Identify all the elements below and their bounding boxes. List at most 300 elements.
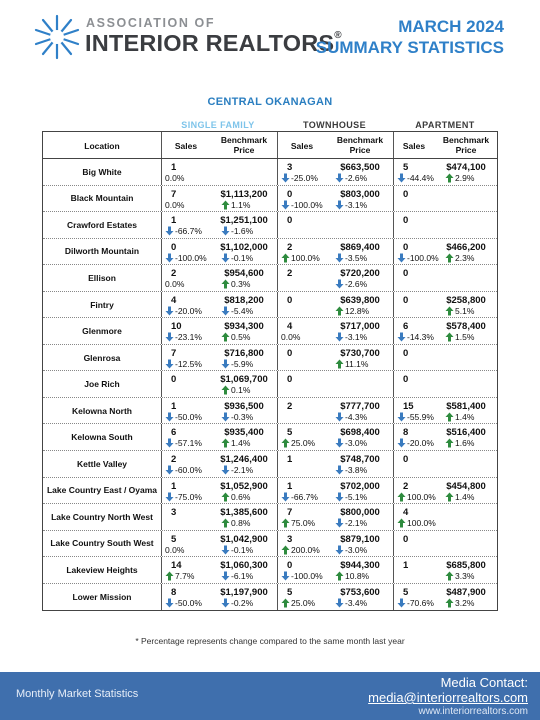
sf-sales-value: 10 <box>171 321 182 333</box>
change-text: 25.0% <box>291 597 316 608</box>
th-sales-change <box>281 492 318 502</box>
table-row <box>43 186 497 213</box>
arrow-down-icon <box>165 598 174 608</box>
location-name: Lake Country North West <box>51 511 153 522</box>
ap-benchmark-price: $466,200 <box>446 241 486 253</box>
change-text: -3.0% <box>345 544 368 555</box>
sf-price-change <box>221 518 250 528</box>
sf-sales-change <box>165 598 202 608</box>
change-text: -23.1% <box>175 332 202 343</box>
arrow-down-icon <box>335 412 344 422</box>
th-price-change <box>335 492 367 502</box>
th-price-change <box>335 518 367 528</box>
change-text: 2.3% <box>455 252 475 263</box>
arrow-up-icon <box>221 279 230 289</box>
col-location: Location <box>84 141 120 151</box>
th-price-change <box>335 306 369 316</box>
change-text: -100.0% <box>175 252 207 263</box>
ap-sales-value: 0 <box>403 347 409 359</box>
sf-benchmark-price: $1,069,700 <box>220 374 268 386</box>
sf-sales-value: 1 <box>171 480 177 492</box>
change-text: -55.9% <box>407 411 434 422</box>
ap-sales-value: 1 <box>403 560 409 572</box>
location-name: Black Mountain <box>70 193 134 204</box>
arrow-up-icon <box>221 492 230 502</box>
arrow-down-icon <box>335 332 344 342</box>
th-sales-value: 1 <box>287 480 293 492</box>
change-text: 0.0% <box>165 173 185 183</box>
th-sales-value: 4 <box>287 321 293 333</box>
th-price-change <box>335 598 367 608</box>
ap-price-change <box>445 598 474 608</box>
ap-sales-change <box>397 253 439 263</box>
arrow-down-icon <box>221 253 230 263</box>
th-benchmark-price: $944,300 <box>340 560 380 572</box>
arrow-down-icon <box>397 253 406 263</box>
arrow-up-icon <box>165 571 174 581</box>
col-ap-benchmark: Benchmark Price <box>442 135 490 155</box>
table-row <box>43 292 497 319</box>
sf-benchmark-price: $1,052,900 <box>220 480 268 492</box>
change-text: 0.0% <box>165 279 185 290</box>
sf-benchmark-price: $1,246,400 <box>220 454 268 466</box>
th-sales-change <box>281 545 320 555</box>
sf-benchmark-price: $936,500 <box>224 400 264 412</box>
arrow-down-icon <box>221 226 230 236</box>
th-sales-change <box>281 173 318 183</box>
change-text: 7.7% <box>175 571 195 582</box>
change-text: -0.1% <box>231 252 254 263</box>
arrow-up-icon <box>445 173 454 183</box>
sf-sales-value: 8 <box>171 586 177 598</box>
change-text: -5.4% <box>231 305 254 316</box>
th-benchmark-price: $753,600 <box>340 586 380 598</box>
change-text: 25.0% <box>291 438 316 449</box>
sf-sales-value: 2 <box>171 268 177 280</box>
arrow-down-icon <box>397 173 406 183</box>
logo-subtitle: ASSOCIATION OF <box>86 16 216 30</box>
th-sales-value: 2 <box>287 268 293 280</box>
col-th-sales: Sales <box>290 141 314 151</box>
sf-sales-change <box>165 571 194 581</box>
arrow-up-icon <box>221 332 230 342</box>
sf-benchmark-price: $818,200 <box>224 294 264 306</box>
ap-sales-value: 15 <box>403 400 414 412</box>
group-townhouse: TOWNHOUSE <box>303 120 366 130</box>
change-text: -3.5% <box>345 252 368 263</box>
change-text: -3.0% <box>345 438 368 449</box>
th-benchmark-price: $730,700 <box>340 347 380 359</box>
arrow-down-icon <box>165 306 174 316</box>
arrow-down-icon <box>165 492 174 502</box>
change-text: -25.0% <box>291 173 318 183</box>
th-sales-change <box>281 200 323 210</box>
sf-sales-change <box>165 253 207 263</box>
change-text: 0.6% <box>231 491 251 502</box>
arrow-up-icon <box>445 412 454 422</box>
ap-price-change <box>445 571 474 581</box>
sf-sales-change <box>165 279 184 289</box>
change-text: 0.5% <box>231 332 251 343</box>
change-text: -100.0% <box>291 571 323 582</box>
sf-sales-change <box>165 200 184 210</box>
arrow-down-icon <box>165 412 174 422</box>
th-benchmark-price: $800,000 <box>340 507 380 519</box>
ap-price-change <box>445 438 474 448</box>
th-price-change <box>335 359 368 369</box>
sf-benchmark-price: $716,800 <box>224 347 264 359</box>
media-contact-label: Media Contact: <box>440 675 528 690</box>
th-price-change <box>335 545 367 555</box>
change-text: -50.0% <box>175 411 202 422</box>
ap-benchmark-price: $581,400 <box>446 400 486 412</box>
arrow-down-icon <box>281 571 290 581</box>
th-price-change <box>335 438 367 448</box>
sf-benchmark-price: $935,400 <box>224 427 264 439</box>
ap-sales-value: 0 <box>403 268 409 280</box>
sf-price-change <box>221 253 253 263</box>
change-text: 1.6% <box>455 438 475 449</box>
location-name: Joe Rich <box>84 379 120 390</box>
th-sales-value: 7 <box>287 507 293 519</box>
change-text: 100.0% <box>407 518 436 529</box>
arrow-up-icon <box>445 492 454 502</box>
report-month: MARCH 2024 <box>398 17 504 36</box>
table-row <box>43 318 497 345</box>
change-text: 5.1% <box>455 305 475 316</box>
table-body <box>43 159 497 610</box>
sf-benchmark-price: $954,600 <box>224 268 264 280</box>
arrow-down-icon <box>335 545 344 555</box>
th-price-change <box>335 332 367 342</box>
change-text: 0.3% <box>231 279 251 290</box>
media-contact <box>368 675 528 718</box>
change-text: -2.1% <box>345 518 368 529</box>
ap-benchmark-price: $685,800 <box>446 560 486 572</box>
arrow-down-icon <box>221 571 230 581</box>
sf-sales-change <box>165 173 184 183</box>
ap-sales-value: 0 <box>403 454 409 466</box>
ap-sales-value: 8 <box>403 427 409 439</box>
th-price-change <box>335 571 369 581</box>
table-row <box>43 557 497 584</box>
change-text: -0.1% <box>231 544 254 555</box>
ap-sales-change <box>397 492 436 502</box>
ap-sales-value: 0 <box>403 294 409 306</box>
arrow-down-icon <box>335 518 344 528</box>
sf-sales-value: 1 <box>171 215 177 227</box>
sf-price-change <box>221 465 253 475</box>
arrow-down-icon <box>281 173 290 183</box>
arrow-down-icon <box>397 332 406 342</box>
website-link[interactable]: www.interiorrealtors.com <box>418 706 528 717</box>
th-benchmark-price: $777,700 <box>340 400 380 412</box>
ap-sales-change <box>397 598 434 608</box>
ap-benchmark-price: $258,800 <box>446 294 486 306</box>
table-row <box>43 424 497 451</box>
sf-sales-value: 3 <box>171 507 177 519</box>
sf-price-change <box>221 332 250 342</box>
logo-wordmark-text: INTERIOR REALTORS <box>85 30 335 56</box>
group-apartment: APARTMENT <box>415 120 475 130</box>
statistics-table <box>42 131 498 611</box>
change-text: -1.6% <box>231 226 254 237</box>
sf-benchmark-price: $1,385,600 <box>220 507 268 519</box>
th-price-change <box>335 253 367 263</box>
arrow-down-icon <box>335 438 344 448</box>
ap-sales-change <box>397 412 434 422</box>
ap-price-change <box>445 492 474 502</box>
th-sales-change <box>281 518 315 528</box>
change-text: -50.0% <box>175 597 202 608</box>
arrow-down-icon <box>165 226 174 236</box>
sf-sales-change <box>165 306 202 316</box>
change-text: -100.0% <box>407 252 439 263</box>
th-benchmark-price: $869,400 <box>340 241 380 253</box>
location-name: Kelowna North <box>72 405 132 416</box>
change-text: -14.3% <box>407 332 434 343</box>
sf-benchmark-price: $1,113,200 <box>220 188 268 200</box>
sf-benchmark-price: $1,102,000 <box>220 241 268 253</box>
ap-benchmark-price: $487,900 <box>446 586 486 598</box>
report-header <box>0 0 540 70</box>
th-sales-value: 3 <box>287 533 293 545</box>
arrow-down-icon <box>165 359 174 369</box>
sf-price-change <box>221 571 253 581</box>
location-name: Ellison <box>88 272 116 283</box>
sf-sales-change <box>165 465 202 475</box>
th-sales-value: 0 <box>287 347 293 359</box>
location-name: Dilworth Mountain <box>64 246 140 257</box>
arrow-down-icon <box>335 598 344 608</box>
change-text: -66.7% <box>291 491 318 502</box>
change-text: -2.1% <box>231 465 254 476</box>
arrow-up-icon <box>281 253 290 263</box>
sf-price-change <box>221 306 253 316</box>
ap-benchmark-price: $474,100 <box>446 162 486 173</box>
change-text: -75.0% <box>175 491 202 502</box>
th-sales-value: 0 <box>287 188 293 200</box>
sf-sales-change <box>165 438 202 448</box>
sf-sales-value: 6 <box>171 427 177 439</box>
col-ap-sales: Sales <box>402 141 426 151</box>
ap-sales-value: 0 <box>403 533 409 545</box>
table-row <box>43 371 497 398</box>
th-sales-value: 0 <box>287 294 293 306</box>
th-benchmark-price: $663,500 <box>340 162 380 173</box>
table-row <box>43 531 497 558</box>
change-text: 100.0% <box>407 491 436 502</box>
sf-sales-change <box>165 492 202 502</box>
col-sf-benchmark: Benchmark Price <box>220 135 268 155</box>
media-email-link[interactable]: media@interiorrealtors.com <box>368 690 528 705</box>
change-text: -20.0% <box>407 438 434 449</box>
th-benchmark-price: $702,000 <box>340 480 380 492</box>
arrow-down-icon <box>397 438 406 448</box>
ap-sales-value: 2 <box>403 480 409 492</box>
th-price-change <box>335 465 367 475</box>
arrow-down-icon <box>281 492 290 502</box>
change-text: -20.0% <box>175 305 202 316</box>
arrow-down-icon <box>221 412 230 422</box>
change-text: -0.2% <box>231 597 254 608</box>
change-text: -3.4% <box>345 597 368 608</box>
location-name: Crawford Estates <box>67 219 137 230</box>
arrow-up-icon <box>397 518 406 528</box>
col-sf-sales: Sales <box>174 141 198 151</box>
change-text: 3.2% <box>455 597 475 608</box>
th-benchmark-price: $639,800 <box>340 294 380 306</box>
location-name: Glenmore <box>82 326 122 337</box>
change-text: -57.1% <box>175 438 202 449</box>
ap-sales-change <box>397 438 434 448</box>
location-name: Fintry <box>90 299 114 310</box>
change-text: -3.8% <box>345 465 368 476</box>
report-subtitle: SUMMARY STATISTICS <box>315 38 504 57</box>
table-row <box>43 584 497 611</box>
table-row <box>43 212 497 239</box>
col-th-benchmark: Benchmark Price <box>336 135 384 155</box>
th-sales-value: 3 <box>287 162 293 173</box>
change-text: 11.1% <box>345 358 369 369</box>
footer-label: Monthly Market Statistics <box>16 688 139 700</box>
th-benchmark-price: $720,200 <box>340 268 380 280</box>
footnote: * Percentage represents change compared to the same month last year <box>135 636 405 646</box>
arrow-down-icon <box>221 598 230 608</box>
ap-sales-value: 0 <box>403 241 409 253</box>
sf-benchmark-price: $1,251,100 <box>220 215 268 227</box>
ap-sales-value: 0 <box>403 374 409 386</box>
change-text: 0.8% <box>231 518 251 529</box>
change-text: 0.0% <box>165 199 185 210</box>
change-text: -4.3% <box>345 411 368 422</box>
location-name: Lakeview Heights <box>66 564 138 575</box>
change-text: 1.4% <box>231 438 251 449</box>
arrow-down-icon <box>397 412 406 422</box>
sf-sales-change <box>165 412 202 422</box>
sf-price-change <box>221 598 253 608</box>
ap-benchmark-price: $454,800 <box>446 480 486 492</box>
ap-sales-change <box>397 173 434 183</box>
arrow-down-icon <box>397 598 406 608</box>
sf-benchmark-price: $1,197,900 <box>220 586 268 598</box>
change-text: 100.0% <box>291 252 320 263</box>
change-text: -44.4% <box>407 173 434 183</box>
ap-benchmark-price: $578,400 <box>446 321 486 333</box>
arrow-down-icon <box>335 253 344 263</box>
sf-sales-change <box>165 332 202 342</box>
change-text: 0.0% <box>281 332 301 343</box>
location-name: Lower Mission <box>72 592 132 603</box>
change-text: -2.6% <box>345 173 368 183</box>
change-text: 0.1% <box>231 385 251 396</box>
sf-price-change <box>221 545 253 555</box>
th-price-change <box>335 200 367 210</box>
change-text: -66.7% <box>175 226 202 237</box>
sf-price-change <box>221 438 250 448</box>
sf-sales-value: 4 <box>171 294 177 306</box>
change-text: 12.8% <box>345 305 370 316</box>
change-text: -2.6% <box>345 279 368 290</box>
sf-sales-value: 0 <box>171 374 177 386</box>
sf-sales-value: 7 <box>171 188 177 200</box>
sf-benchmark-price: $934,300 <box>224 321 264 333</box>
arrow-up-icon <box>445 332 454 342</box>
location-name: Lake Country South West <box>50 538 154 549</box>
th-sales-value: 1 <box>287 454 293 466</box>
arrow-up-icon <box>221 438 230 448</box>
th-price-change <box>335 279 367 289</box>
sf-benchmark-price: $1,042,900 <box>220 533 268 545</box>
table-row <box>43 398 497 425</box>
sf-sales-value: 0 <box>171 241 177 253</box>
sf-sales-value: 5 <box>171 533 177 545</box>
change-text: 2.9% <box>455 173 475 183</box>
arrow-down-icon <box>165 332 174 342</box>
arrow-up-icon <box>281 518 290 528</box>
sf-sales-value: 1 <box>171 162 177 173</box>
arrow-up-icon <box>445 253 454 263</box>
th-sales-change <box>281 598 315 608</box>
arrow-down-icon <box>165 253 174 263</box>
arrow-down-icon <box>335 465 344 475</box>
ap-sales-change <box>397 518 436 528</box>
arrow-up-icon <box>335 359 344 369</box>
sf-sales-change <box>165 226 202 236</box>
change-text: -5.1% <box>345 491 368 502</box>
th-price-change <box>335 173 367 183</box>
location-name: Big White <box>82 166 122 177</box>
ap-price-change <box>445 253 474 263</box>
th-price-change <box>335 412 367 422</box>
arrow-down-icon <box>335 279 344 289</box>
table-row <box>43 345 497 372</box>
sf-sales-value: 2 <box>171 454 177 466</box>
ap-benchmark-price: $516,400 <box>446 427 486 439</box>
th-sales-change <box>281 571 323 581</box>
footer-bar <box>0 672 540 720</box>
arrow-down-icon <box>221 359 230 369</box>
arrow-up-icon <box>221 518 230 528</box>
location-name: Glenrosa <box>83 352 121 363</box>
sf-sales-value: 1 <box>171 400 177 412</box>
ap-sales-value: 0 <box>403 188 409 200</box>
sf-sales-value: 7 <box>171 347 177 359</box>
table-row <box>43 478 497 505</box>
change-text: -0.3% <box>231 411 254 422</box>
change-text: -3.1% <box>345 332 368 343</box>
ap-sales-value: 5 <box>403 586 409 598</box>
arrow-down-icon <box>221 465 230 475</box>
change-text: 200.0% <box>291 544 320 555</box>
ap-sales-value: 5 <box>403 162 409 173</box>
location-name: Kettle Valley <box>76 458 128 469</box>
arrow-up-icon <box>221 200 230 210</box>
table-row <box>43 265 497 292</box>
table-header <box>43 132 497 159</box>
arrow-down-icon <box>335 492 344 502</box>
th-benchmark-price: $879,100 <box>340 533 380 545</box>
arrow-down-icon <box>165 438 174 448</box>
ap-sales-value: 4 <box>403 507 409 519</box>
ap-sales-value: 0 <box>403 215 409 227</box>
ap-price-change <box>445 332 474 342</box>
th-sales-value: 5 <box>287 586 293 598</box>
th-sales-change <box>281 253 320 263</box>
change-text: 1.4% <box>455 411 475 422</box>
arrow-up-icon <box>281 438 290 448</box>
ap-sales-value: 6 <box>403 321 409 333</box>
